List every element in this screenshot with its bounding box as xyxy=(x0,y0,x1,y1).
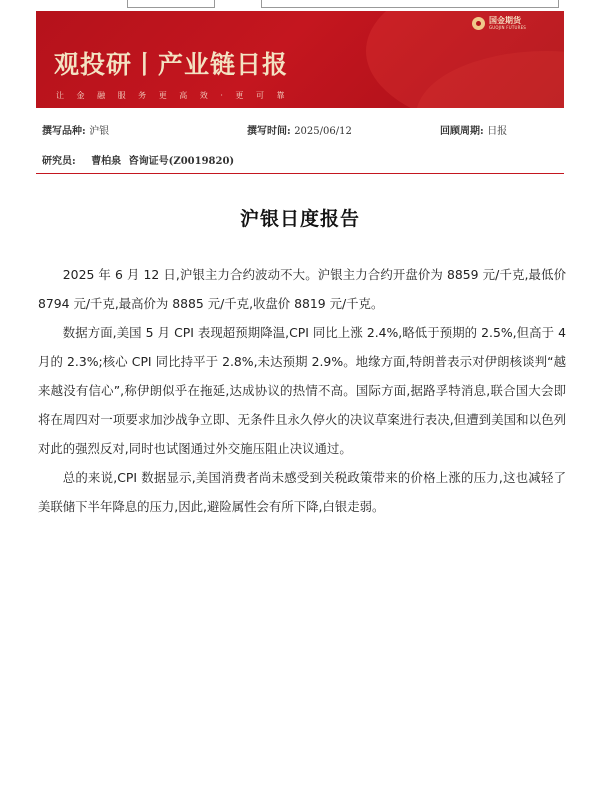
paragraph-conclusion: 总的来说,CPI 数据显示,美国消费者尚未感受到关税政策带来的价格上涨的压力,这也减轻了美联储下半年降息的压力,因此,避险属性会有所下降,白银走弱。 xyxy=(38,470,566,514)
meta-variety-value: 沪银 xyxy=(89,126,110,137)
banner-slogan: 让 金 融 服 务 更 高 效 · 更 可 靠 xyxy=(56,91,290,100)
paragraph-market-summary: 2025 年 6 月 12 日,沪银主力合约波动不大。沪银主力合约开盘价为 8859 元/千克,最低价 8794 元/千克,最高价为 8885 元/千克,收盘价 8819 元/千克。 xyxy=(38,267,566,311)
header-banner xyxy=(36,11,564,108)
paragraph-data-analysis: 数据方面,美国 5 月 CPI 表现超预期降温,CPI 同比上涨 2.4%,略低于预期的 2.5%,但高于 4 月的 2.3%;核心 CPI 同比持平于 2.8%,未达预期 2.9%。地缘方面,特朗普表示对伊朗核谈判“越来越没有信心”,称伊朗似乎在拖延,达成协议的热情不高。国际方面,据路孚特消息,联合国大会即将在周四对一项要求加沙战争立即、无条件且永久停火的决议草案进行表决,但遭到美国和以色列对此的强烈反对,同时也试图通过外交施压阻止决议通过。 xyxy=(38,325,566,456)
top-input-box-left xyxy=(127,0,215,8)
researcher-cert: 咨询证号(Z0019820) xyxy=(128,156,235,167)
document-title: 沪银日度报告 xyxy=(239,208,360,230)
researcher-info xyxy=(42,152,234,167)
meta-time-value: 2025/06/12 xyxy=(294,126,352,137)
meta-period xyxy=(440,122,507,137)
top-input-box-right xyxy=(261,0,559,8)
logo-name-en: GUOJIN FUTURES xyxy=(489,25,527,30)
header-divider xyxy=(36,173,564,174)
meta-time-label: 撰写时间: xyxy=(247,126,291,137)
logo-mark-icon xyxy=(472,17,485,30)
meta-time xyxy=(247,122,352,137)
logo-name-cn: 国金期货 xyxy=(489,16,521,25)
meta-variety xyxy=(42,122,109,137)
document-body xyxy=(38,260,566,521)
meta-variety-label: 撰写品种: xyxy=(42,126,86,137)
company-logo xyxy=(472,17,526,30)
banner-title: 观投研丨产业链日报 xyxy=(54,50,289,79)
researcher-name: 曹柏泉 xyxy=(91,156,122,167)
meta-period-label: 回顾周期: xyxy=(440,126,484,137)
meta-period-value: 日报 xyxy=(487,126,508,137)
researcher-label: 研究员: xyxy=(42,156,76,167)
